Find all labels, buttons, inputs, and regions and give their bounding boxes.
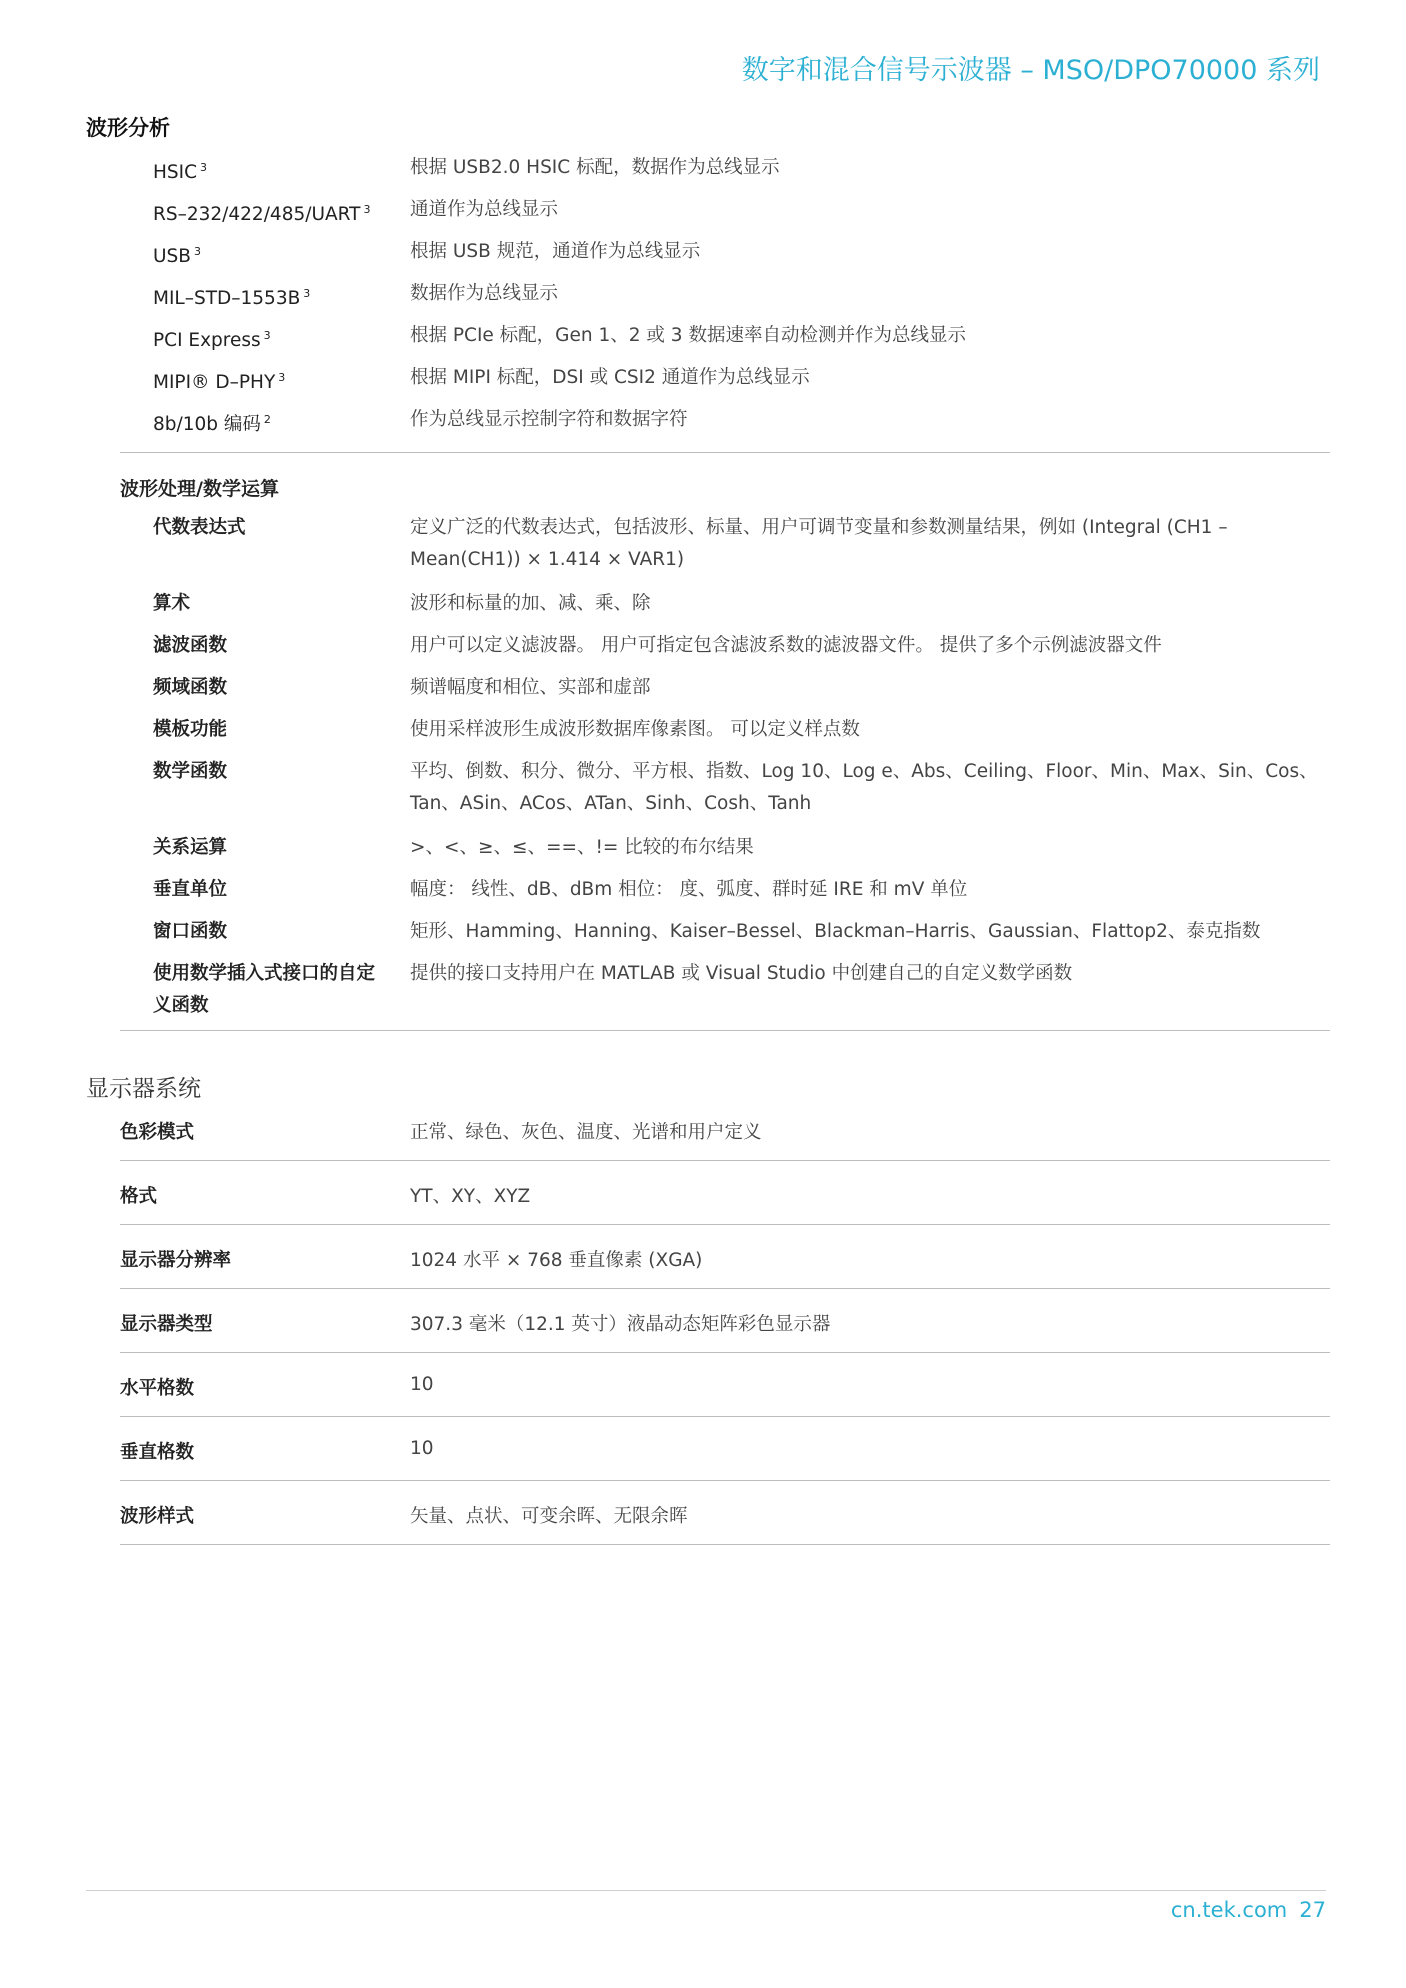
spec-value: 10 [410,1374,434,1395]
spec-value: >、<、≥、≤、==、!= 比较的布尔结果 [410,837,754,858]
spec-label: RS–232/422/485/UART $^3$ [153,203,371,225]
spec-label: MIL–STD–1553B $^3$ [153,287,311,309]
spec-label: 使用数学插入式接口的自定 义函数 [153,963,376,1016]
footer-divider [86,1890,1326,1891]
spec-label: 频域函数 [153,677,228,698]
spec-label: 色彩模式 [120,1122,195,1143]
spec-label: 格式 [120,1186,158,1207]
divider [120,452,1330,453]
spec-label: 8b/10b 编码 $^2$ [153,413,271,435]
spec-value: 数据作为总线显示 [410,283,559,304]
page-footer [1171,1898,1326,1922]
page-number: 27 [1299,1898,1326,1922]
spec-value: 频谱幅度和相位、实部和虚部 [410,677,651,698]
spec-label: 窗口函数 [153,921,228,942]
spec-label: 垂直单位 [153,879,228,900]
spec-value: 矩形、Hamming、Hanning、Kaiser–Bessel、Blackman–Harris、Gaussian、Flattop2、泰克指数 [410,921,1261,942]
divider [120,1224,1330,1225]
spec-label: 关系运算 [153,837,228,858]
spec-label: 算术 [153,593,191,614]
spec-label: HSIC $^3$ [153,161,208,183]
divider [120,1030,1330,1031]
spec-value: 平均、倒数、积分、微分、平方根、指数、Log 10、Log e、Abs、Ceiling、Floor、Min、Max、Sin、Cos、Tan、ASin、ACos、ATan、Sinh、Cosh、Tanh [410,761,1318,814]
spec-label: PCI Express $^3$ [153,329,271,351]
spec-value: 1024 水平 × 768 垂直像素 (XGA) [410,1250,703,1271]
spec-label: 显示器类型 [120,1314,213,1335]
spec-value: 通道作为总线显示 [410,199,559,220]
spec-label: 波形样式 [120,1506,195,1527]
spec-label: 数学函数 [153,761,228,782]
spec-value: 用户可以定义滤波器。 用户可指定包含滤波系数的滤波器文件。 提供了多个示例滤波器文件 [410,635,1162,656]
spec-value: 307.3 毫米（12.1 英寸）液晶动态矩阵彩色显示器 [410,1314,831,1335]
section-title-waveform-analysis: 波形分析 [86,116,170,140]
spec-value: 根据 USB 规范，通道作为总线显示 [410,241,701,262]
spec-label: 模板功能 [153,719,228,740]
spec-value: YT、XY、XYZ [410,1186,531,1207]
divider [120,1160,1330,1161]
spec-value: 根据 PCIe 标配，Gen 1、2 或 3 数据速率自动检测并作为总线显示 [410,325,966,346]
spec-value: 10 [410,1438,434,1459]
subsection-title-math: 波形处理/数学运算 [120,478,279,500]
spec-value: 波形和标量的加、减、乘、除 [410,593,651,614]
spec-label: USB $^3$ [153,245,201,267]
spec-value: 根据 MIPI 标配，DSI 或 CSI2 通道作为总线显示 [410,367,810,388]
spec-label: 显示器分辨率 [120,1250,232,1271]
spec-value: 作为总线显示控制字符和数据字符 [410,409,688,430]
spec-value: 使用采样波形生成波形数据库像素图。 可以定义样点数 [410,719,860,740]
spec-label: MIPI® D–PHY $^3$ [153,371,286,393]
divider [120,1288,1330,1289]
divider [120,1352,1330,1353]
spec-value: 正常、绿色、灰色、温度、光谱和用户定义 [410,1122,762,1143]
spec-value: 定义广泛的代数表达式，包括波形、标量、用户可调节变量和参数测量结果，例如 (Integral (CH1 – Mean(CH1)) × 1.414 × VAR1) [410,517,1228,570]
spec-label: 滤波函数 [153,635,228,656]
spec-label: 垂直格数 [120,1442,195,1463]
footer-site-link[interactable]: cn.tek.com [1170,1898,1288,1922]
divider [120,1416,1330,1417]
spec-label: 水平格数 [120,1378,195,1399]
section-title-display: 显示器系统 [86,1076,201,1102]
spec-value: 幅度： 线性、dB、dBm 相位： 度、弧度、群时延 IRE 和 mV 单位 [410,879,968,900]
spec-value: 矢量、点状、可变余晖、无限余晖 [410,1506,688,1527]
page-header-title: 数字和混合信号示波器 – MSO/DPO70000 系列 [741,55,1320,86]
spec-label: 代数表达式 [153,517,246,538]
spec-value: 提供的接口支持用户在 MATLAB 或 Visual Studio 中创建自己的自定义数学函数 [410,963,1073,984]
divider [120,1544,1330,1545]
divider [120,1480,1330,1481]
spec-value: 根据 USB2.0 HSIC 标配，数据作为总线显示 [410,157,780,178]
